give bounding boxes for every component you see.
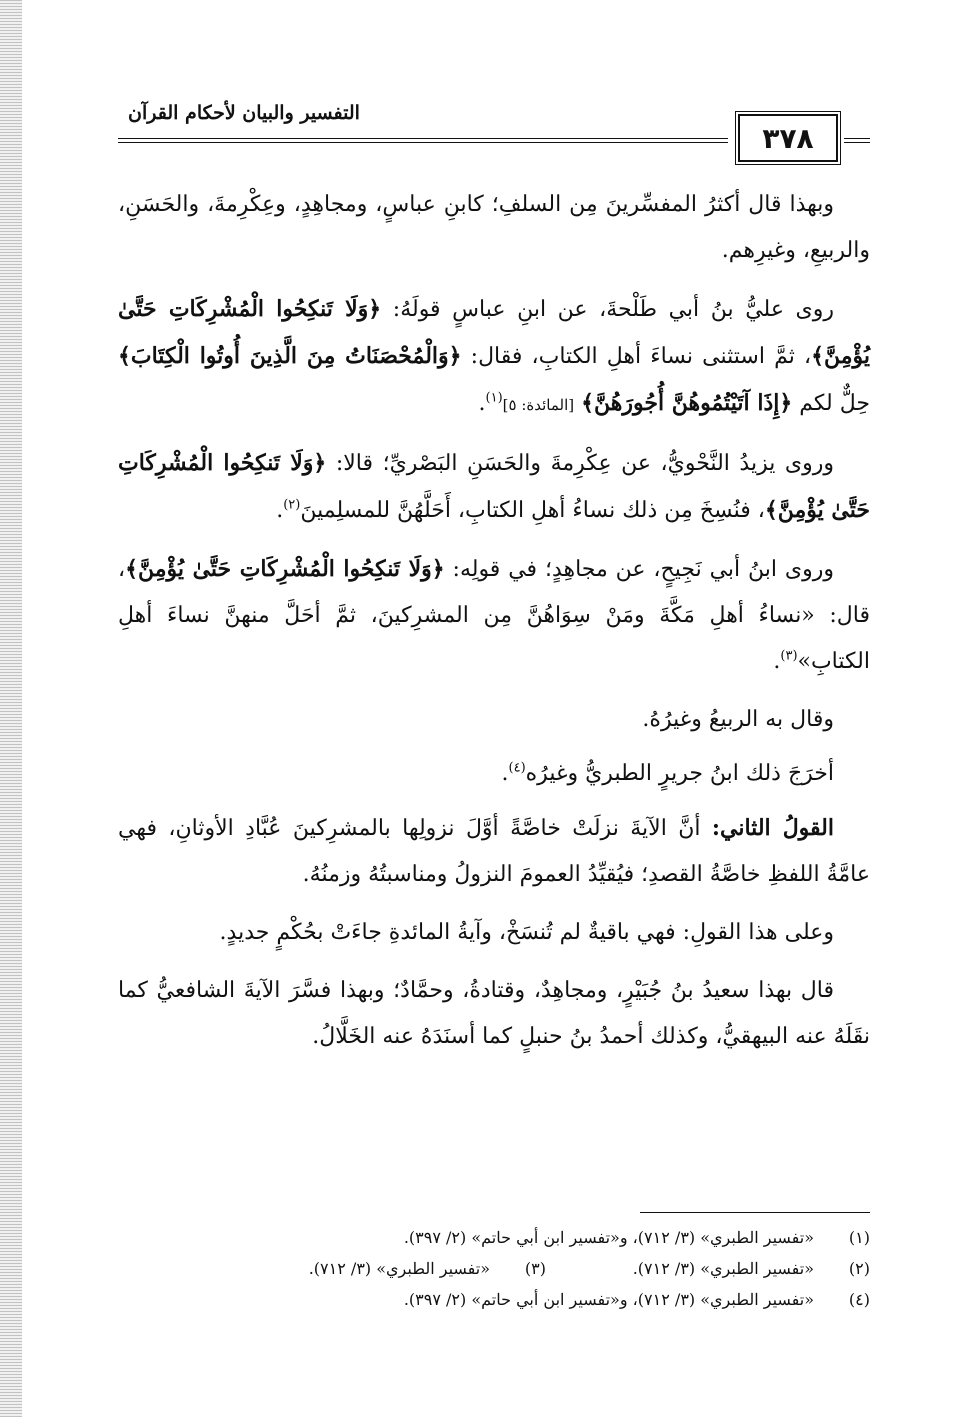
second-opinion-heading: القولُ الثاني: — [711, 815, 834, 841]
header-rule-right — [844, 138, 870, 139]
footnote-number: (٣) — [524, 1259, 546, 1278]
footnote-marker-1: (١) — [485, 390, 503, 406]
paragraph-7 — [118, 805, 870, 898]
footnote-marker-3: (٣) — [780, 648, 798, 664]
footnote-marker-2: (٢) — [283, 497, 301, 513]
footnote-text: «تفسير الطبري» (٣/ ٧١٢). — [632, 1259, 814, 1278]
quran-verse-5: ﴿وَلَا تَنكِحُوا الْمُشْرِكَاتِ حَتَّىٰ يُؤْمِنَّ﴾ — [125, 556, 445, 582]
verse-reference: [المائدة: ٥] — [502, 396, 575, 414]
p3-text-a: وروى يزيدُ النَّحْويُّ، عن عِكْرِمةَ والحَسَنِ البَصْريِّ؛ قالا: — [335, 451, 835, 476]
footnote-text: «تفسير الطبري» (٣/ ٧١٢)، و«تفسير ابن أبي حاتم» (٢/ ٣٩٧). — [403, 1228, 814, 1247]
header-rule-right-2 — [844, 142, 870, 143]
footnote-text: «تفسير الطبري» (٣/ ٧١٢). — [308, 1259, 490, 1278]
header-rule-left — [118, 138, 728, 139]
footnote-text: «تفسير الطبري» (٣/ ٧١٢)، و«تفسير ابن أبي حاتم» (٢/ ٣٩٧). — [403, 1290, 814, 1309]
quran-verse-4: ﴿وَلَا تَنكِحُوا الْمُشْرِكَاتِ حَتَّىٰ يُؤْمِنَّ﴾ — [118, 450, 870, 523]
paragraph-2: روى عليُّ بنُ أبي طَلْحةَ، عن ابنِ عباسٍ قولَهُ: ﴿وَلَا تَنكِحُوا الْمُشْرِكَاتِ حَتَّىٰ يُؤْمِنَّ﴾، ثمَّ استثنى نساءَ أهلِ الكتابِ، فقال: ﴿وَالْمُحْصَنَاتُ مِنَ الَّذِينَ أُوتُوا الْكِتَابَ﴾ حِلٌّ لكم ﴿إِذَا آتَيْتُمُوهُنَّ أُجُورَهُنَّ﴾ [المائدة: ٥]$^{(١)}$. — [118, 296, 870, 416]
quran-verse-1: ﴿وَلَا تَنكِحُوا الْمُشْرِكَاتِ حَتَّىٰ يُؤْمِنَّ﴾ — [118, 296, 870, 369]
paragraph-8: وعلى هذا القولِ: فهي باقيةٌ لم تُنسَخْ، وآيةُ المائدةِ جاءَتْ بحُكْمٍ جديدٍ. — [219, 920, 834, 945]
paragraph-4: وروى ابنُ أبي نَجِيحٍ، عن مجاهِدٍ؛ في قولِه: ﴿وَلَا تَنكِحُوا الْمُشْرِكَاتِ حَتَّىٰ يُؤْمِنَّ﴾، قال: «نساءُ أهلِ مَكَّةَ ومَنْ سِوَاهُنَّ مِن المشرِكينَ، ثمَّ أحَلَّ منهنَّ نساءَ أهلِ الكتابِ»$^{(٣)}$. — [118, 556, 870, 674]
p4-text-b: ، قال: «نساءُ أهلِ مَكَّةَ ومَنْ سِوَاهُنَّ مِن المشرِكينَ، ثمَّ أحَلَّ منهنَّ نساءَ أهلِ الكتابِ» — [118, 557, 870, 674]
paragraph-1: وبهذا قال أكثرُ المفسِّرينَ مِن السلفِ؛ كابنِ عباسٍ، ومجاهِدٍ، وعِكْرِمةَ، والحَسَنِ، والربيعِ، وغيرِهم. — [118, 192, 870, 263]
p3-text-b: ، فنُسِخَ مِن ذلك نساءُ أهلِ الكتابِ، أَحَلَّهُنَّ للمسلِمينَ — [300, 498, 765, 523]
p2-text-b: ، ثمَّ استثنى نساءَ أهلِ الكتابِ، فقال: — [470, 344, 812, 369]
footnote-number: (٤) — [848, 1290, 870, 1309]
p6-text: أخرَجَ ذلك ابنُ جريرٍ الطبريُّ وغيرُه — [525, 761, 834, 786]
p2-text-a: روى عليُّ بنُ أبي طَلْحةَ، عن ابنِ عباسٍ قولَهُ: — [392, 297, 835, 322]
page-number: ٣٧٨ — [738, 114, 838, 162]
quran-verse-3: ﴿إِذَا آتَيْتُمُوهُنَّ أُجُورَهُنَّ﴾ — [581, 390, 793, 416]
footnote-divider — [640, 1212, 870, 1213]
footnote-1 — [118, 1222, 870, 1253]
quran-verse-2: ﴿وَالْمُحْصَنَاتُ مِنَ الَّذِينَ أُوتُوا الْكِتَابَ﴾ — [118, 343, 462, 369]
p2-text-c: حِلٌّ لكم — [799, 391, 870, 416]
page-header — [118, 100, 870, 160]
footnote-4 — [118, 1284, 870, 1315]
footnotes — [118, 1222, 870, 1315]
paragraph-9: قال بهذا سعيدُ بنُ جُبَيْرٍ، ومجاهِدٌ، وقتادةُ، وحمَّادٌ؛ وبهذا فسَّرَ الآيةَ الشافعيُّ كما نقَلَهُ عنه البيهقيُّ، وكذلك أحمدُ بنُ حنبلٍ كما أسنَدَهُ عنه الخَلَّالُ. — [118, 978, 870, 1049]
body-text — [118, 182, 870, 1072]
p7-text: أنَّ الآيةَ نزلَتْ خاصَّةً أوَّلَ نزولِها بالمشرِكينَ عُبَّادِ الأوثانِ، فهي عامَّةُ اللفظِ خاصَّةُ القصدِ؛ فيُقيِّدُ العمومَ النزولُ ومناسبتُهُ وزمنُهُ. — [118, 816, 870, 887]
scan-edge — [0, 0, 22, 1417]
p4-text-a: وروى ابنُ أبي نَجِيحٍ، عن مجاهِدٍ؛ في قولِه: — [452, 557, 834, 582]
paragraph-3: وروى يزيدُ النَّحْويُّ، عن عِكْرِمةَ والحَسَنِ البَصْريِّ؛ قالا: ﴿وَلَا تَنكِحُوا الْمُشْرِكَاتِ حَتَّىٰ يُؤْمِنَّ﴾، فنُسِخَ مِن ذلك نساءُ أهلِ الكتابِ، أَحَلَّهُنَّ للمسلِمينَ$^{(٢)}$. — [118, 450, 870, 523]
footnote-number: (٢) — [848, 1259, 870, 1278]
paragraph-5: وقال به الربيعُ وغيرُهُ. — [642, 707, 834, 732]
book-title: التفسير والبيان لأحكام القرآن — [128, 102, 360, 124]
footnote-marker-4: (٤) — [508, 760, 526, 776]
header-rule-left-2 — [118, 142, 728, 143]
paragraph-6: أخرَجَ ذلك ابنُ جريرٍ الطبريُّ وغيرُه$^{(٤)}$. — [501, 760, 834, 786]
footnote-2-3 — [118, 1253, 870, 1284]
footnote-number: (١) — [848, 1228, 870, 1247]
